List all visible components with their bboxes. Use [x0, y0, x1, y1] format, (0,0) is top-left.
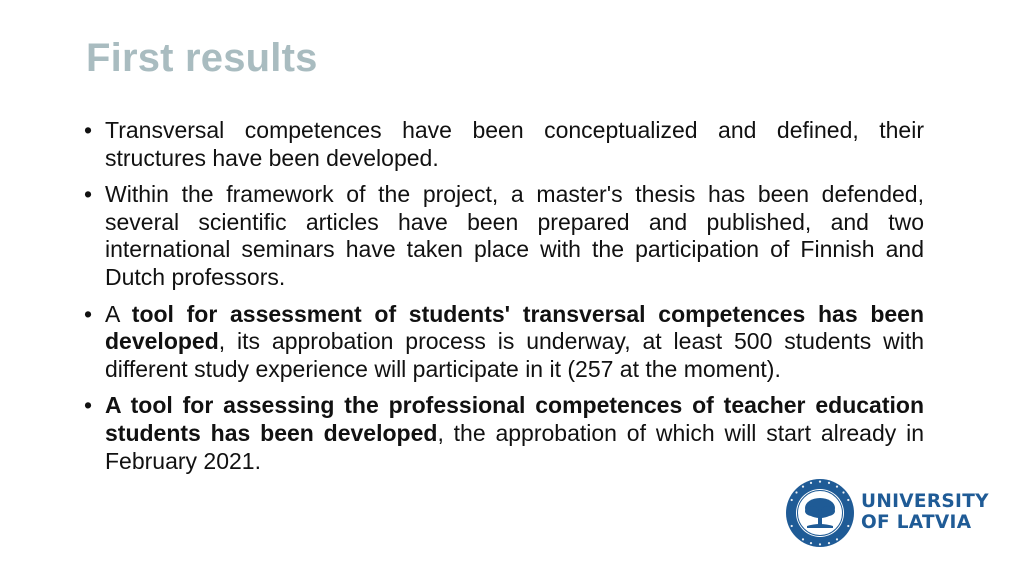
list-item [84, 117, 924, 172]
list-item [84, 392, 924, 475]
bullet-marker: • [84, 181, 93, 208]
tree-seal-icon [785, 478, 855, 548]
logo-line-1: UNIVERSITY [861, 491, 989, 512]
university-logo [785, 478, 989, 550]
bullet-text-suffix: , its approbation process is underway, at least 500 students with different study experience will participate in it (257 at the moment). [105, 328, 924, 382]
bullet-text-prefix: A [105, 300, 132, 327]
bullet-text: Within the framework of the project, a master's thesis has been defended, several scientific articles have been prepared and published, and two international seminars have taken place with the participation of Finnish and Dutch professors. [105, 181, 924, 290]
page-title: First results [86, 36, 318, 80]
list-item [84, 301, 924, 384]
bullet-text: Transversal competences have been conceptualized and defined, their structures have been developed. [105, 117, 924, 171]
results-list [84, 117, 924, 484]
bullet-marker: • [84, 300, 93, 327]
logo-line-2: OF LATVIA [861, 512, 972, 533]
bullet-marker: • [84, 392, 93, 419]
bullet-text-suffix: , the approbation of which will start already in February 2021. [105, 419, 924, 474]
list-item [84, 181, 924, 291]
bullet-text-bold: A tool for assessing the professional competences of teacher education students has been developed [105, 392, 924, 446]
logo-wordmark [861, 491, 989, 533]
bullet-text-bold: tool for assessment of students' transversal competences has been developed [105, 300, 924, 355]
bullet-marker: • [84, 117, 93, 143]
